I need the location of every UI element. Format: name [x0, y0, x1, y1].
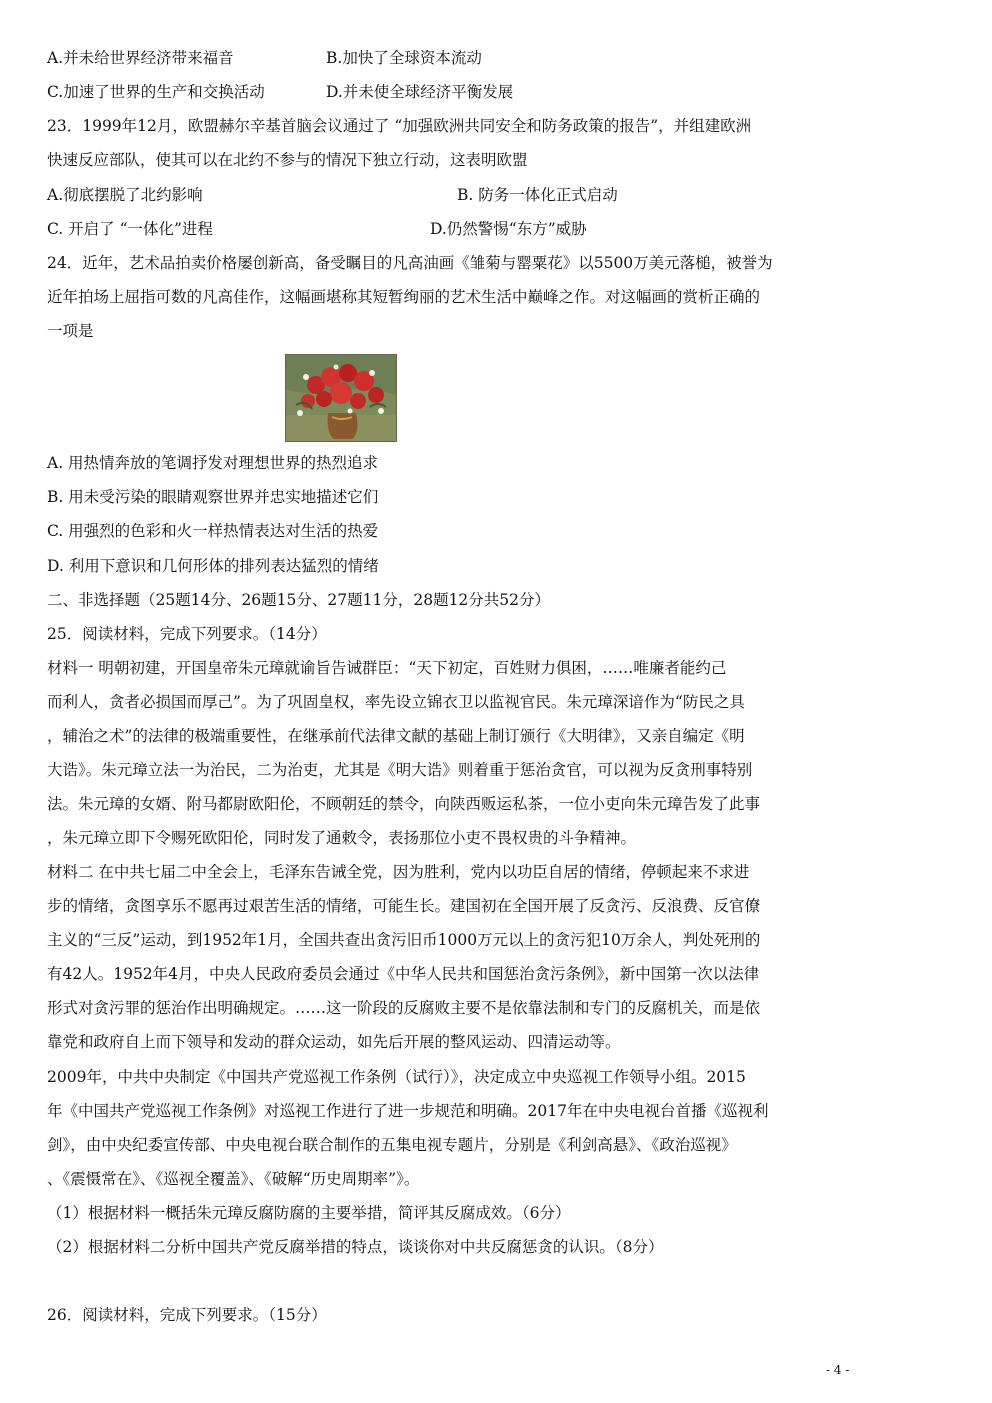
q25-material2-line6: 靠党和政府自上而下领导和发动的群众运动，如先后开展的整风运动、四清运动等。: [47, 1033, 621, 1051]
q24-stem-line1: 24．近年，艺术品拍卖价格屡创新高，备受瞩目的凡高油画《雏菊与罂粟花》以5500万美元落槌，被誉为: [47, 254, 773, 272]
q25-material2-line3: 主义的“三反”运动，到1952年1月，全国共查出贪污旧币1000万元以上的贪污犯10万余人，判处死刑的: [47, 931, 761, 949]
q23-stem-line2: 快速反应部队，使其可以在北约不参与的情况下独立行动，这表明欧盟: [47, 151, 528, 169]
q25-material1-line1: 材料一 明朝初建，开国皇帝朱元璋就谕旨告诫群臣：“天下初定，百姓财力俱困，……唯廉者能约己: [47, 659, 727, 677]
q22-option-d: D.并未使全球经济平衡发展: [326, 83, 514, 101]
q22-option-c: C.加速了世界的生产和交换活动: [47, 83, 265, 101]
q25-material2-line5: 形式对贪污罪的惩治作出明确规定。……这一阶段的反腐败主要不是依靠法制和专门的反腐机关，而是依: [47, 999, 761, 1017]
q25-material3-line3: 剑》，由中央纪委宣传部、中央电视台联合制作的五集电视专题片，分别是《利剑高悬》、《政治巡视》: [47, 1136, 737, 1154]
q26-title: 26．阅读材料，完成下列要求。（15分）: [47, 1306, 327, 1324]
q23-option-a: A.彻底摆脱了北约影响: [47, 186, 203, 204]
q25-material2-line2: 步的情绪，贪图享乐不愿再过艰苦生活的情绪，可能生长。建国初在全国开展了反贪污、反浪费、反官僚: [47, 897, 761, 915]
q25-subquestion-2: （2）根据材料二分析中国共产党反腐举措的特点，谈谈你对中共反腐惩贪的认识。（8分）: [47, 1238, 664, 1256]
q23-option-d: D.仍然警惕“东方”威胁: [430, 220, 587, 238]
q25-material1-line4: 大诰》。朱元璋立法一为治民，二为治吏，尤其是《明大诰》则着重于惩治贪官，可以视为反贪刑事特别: [47, 761, 753, 779]
q25-material1-line3: ，辅治之术”的法律的极端重要性，在继承前代法律文献的基础上制订颁行《大明律》，又亲自编定《明: [47, 727, 745, 745]
q23-option-c: C. 开启了 “一体化”进程: [47, 220, 213, 238]
q25-material1-line2: 而利人，贪者必损国而厚己”。为了巩固皇权，率先设立锦衣卫以监视官民。朱元璋深谙作为“防民之具: [47, 693, 745, 711]
page-number: - 4 -: [826, 1363, 850, 1377]
q24-option-c: C. 用强烈的色彩和火一样热情表达对生活的热爱: [47, 522, 379, 540]
q25-material3-line2: 年《中国共产党巡视工作条例》对巡视工作进行了进一步规范和明确。2017年在中央电视台首播《巡视利: [47, 1102, 769, 1120]
q25-material3-line1: 2009年，中共中央制定《中国共产党巡视工作条例（试行）》，决定成立中央巡视工作领导小组。2015: [47, 1068, 746, 1086]
q25-title: 25．阅读材料，完成下列要求。（14分）: [47, 625, 327, 643]
q23-option-b: B. 防务一体化正式启动: [457, 186, 618, 204]
van-gogh-painting-image: [285, 354, 397, 442]
q24-stem-line3: 一项是: [47, 322, 94, 340]
q25-material2-line1: 材料二 在中共七届二中全会上，毛泽东告诫全党，因为胜利，党内以功臣自居的情绪，停顿起来不求进: [47, 863, 750, 881]
q25-subquestion-1: （1）根据材料一概括朱元璋反腐防腐的主要举措，简评其反腐成效。（6分）: [47, 1204, 571, 1222]
q24-option-d: D. 利用下意识和几何形体的排列表达猛烈的情绪: [47, 557, 379, 575]
q22-option-b: B.加快了全球资本流动: [326, 49, 482, 67]
section-heading: 二、非选择题（25题14分、26题15分、27题11分，28题12分共52分）: [47, 591, 551, 609]
q23-stem-line1: 23．1999年12月，欧盟赫尔辛基首脑会议通过了 “加强欧洲共同安全和防务政策的报告”，并组建欧洲: [47, 117, 752, 135]
q25-material1-line6: ，朱元璋立即下令赐死欧阳伦，同时发了通敕令，表扬那位小吏不畏权贵的斗争精神。: [47, 829, 637, 847]
q24-option-b: B. 用未受污染的眼睛观察世界并忠实地描述它们: [47, 488, 379, 506]
q25-material1-line5: 法。朱元璋的女婿、附马都尉欧阳伦，不顾朝廷的禁令，向陕西贩运私茶，一位小吏向朱元璋告发了此事: [47, 795, 761, 813]
q25-material3-line4: 、《震慑常在》、《巡视全覆盖》、《破解“历史周期率”》。: [47, 1170, 420, 1188]
q24-option-a: A. 用热情奔放的笔调抒发对理想世界的热烈追求: [47, 454, 379, 472]
q24-stem-line2: 近年拍场上屈指可数的凡高佳作，这幅画堪称其短暂绚丽的艺术生活中巅峰之作。对这幅画的赏析正确的: [47, 288, 761, 306]
q22-option-a: A.并未给世界经济带来福音: [47, 49, 234, 67]
q25-material2-line4: 有42人。1952年4月，中央人民政府委员会通过《中华人民共和国惩治贪污条例》，新中国第一次以法律: [47, 965, 760, 983]
